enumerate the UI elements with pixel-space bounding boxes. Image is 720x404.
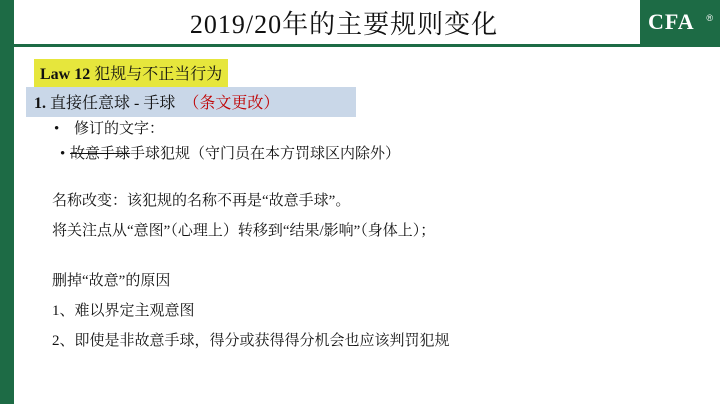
list-item-label: 修订的文字： <box>74 121 165 137</box>
list-item <box>60 142 400 163</box>
section-number: 1. <box>34 95 46 112</box>
page-title: 2019/20年的主要规则变化 <box>189 10 499 39</box>
list-item-label: 手球犯规（守门员在本方罚球区内除外） <box>130 146 401 162</box>
paragraph-reason-2: 2、即使是非故意手球，得分或获得得分机会也应该判罚犯规 <box>52 333 450 349</box>
left-green-bar <box>0 0 14 404</box>
slide-content <box>14 47 720 404</box>
logo-text: CFA <box>648 9 695 34</box>
law-label: Law 12 <box>40 66 91 83</box>
law-title: 犯规与不正当行为 <box>94 66 223 83</box>
bullet-icon: • <box>54 121 60 137</box>
section-tag: （条文更改） <box>183 95 280 112</box>
section-heading <box>26 87 356 117</box>
cfa-logo <box>640 0 720 47</box>
slide-header <box>14 0 720 47</box>
section-title: 直接任意球 - 手球 <box>50 95 176 112</box>
bullet-icon: • <box>60 146 66 162</box>
law-heading <box>34 59 228 87</box>
registered-trademark-icon: ® <box>706 13 713 23</box>
paragraph-reason-heading: 删掉“故意”的原因 <box>52 273 171 289</box>
paragraph-reason-1: 1、难以界定主观意图 <box>52 303 195 319</box>
paragraph-name-change: 名称改变：该犯规的名称不再是“故意手球”。 <box>52 193 351 209</box>
struck-text: 故意手球 <box>70 146 131 162</box>
list-item <box>54 117 164 138</box>
paragraph-focus-shift: 将关注点从“意图”（心理上）转移到“结果/影响”（身体上）； <box>52 223 436 239</box>
